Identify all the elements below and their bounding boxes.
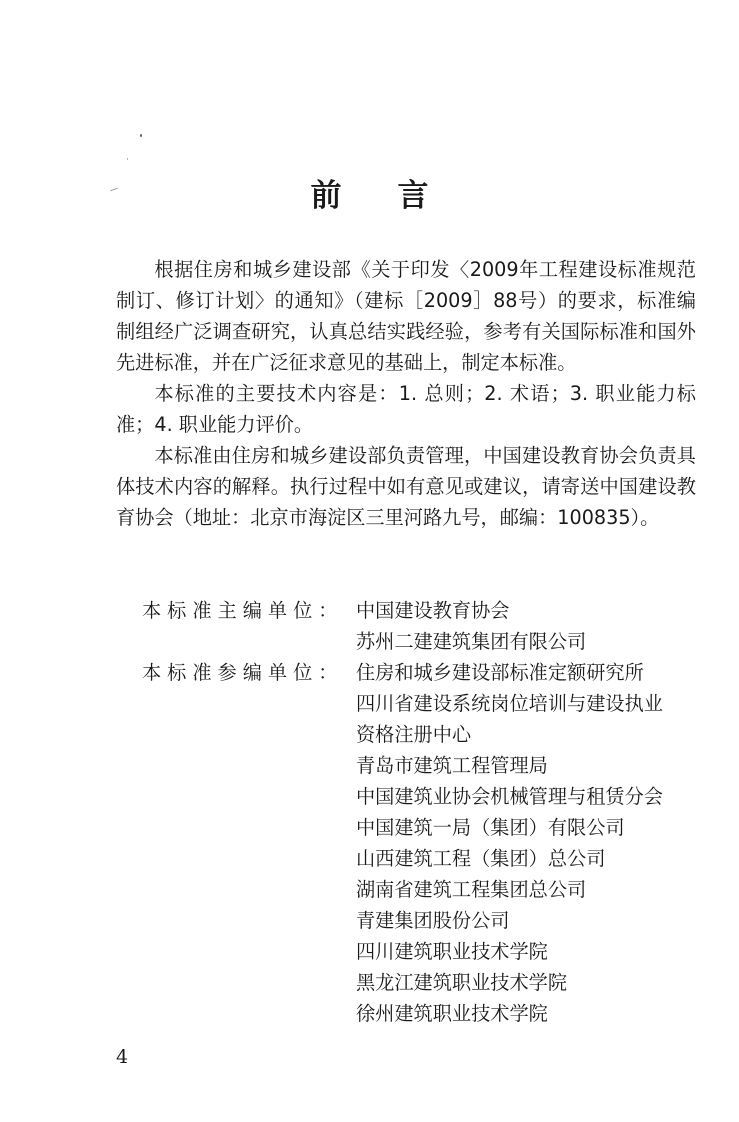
participating-unit: 山西建筑工程（集团）总公司 (356, 847, 606, 870)
participating-unit: 青岛市建筑工程管理局 (356, 754, 548, 777)
participating-editors-label: 本标准参编单位： (142, 661, 344, 684)
preface-body (116, 254, 696, 533)
editing-units (142, 595, 663, 1029)
participating-unit: 住房和城乡建设部标准定额研究所 (356, 661, 644, 684)
participating-editors-list (356, 657, 663, 1029)
chief-editor-unit: 中国建设教育协会 (356, 599, 510, 622)
participating-editors-section (142, 657, 663, 1029)
chief-editors-label: 本标准主编单位： (142, 599, 344, 622)
chief-editors-list (356, 595, 586, 657)
chief-editor-unit: 苏州二建建筑集团有限公司 (356, 630, 587, 653)
paragraph-content: 本标准的主要技术内容是：1. 总则；2. 术语；3. 职业能力标准；4. 职业能力评价。 (116, 382, 696, 436)
participating-unit: 湖南省建筑工程集团总公司 (356, 878, 587, 901)
participating-unit: 四川省建设系统岗位培训与建设执业 (356, 692, 663, 715)
scan-speck (127, 158, 128, 160)
paragraph-management: 本标准由住房和城乡建设部负责管理，中国建设教育协会负责具体技术内容的解释。执行过程中如有意见或建议，请寄送中国建设教育协会（地址：北京市海淀区三里河路九号，邮编：100835）。 (116, 444, 696, 529)
participating-unit: 中国建筑业协会机械管理与租赁分会 (356, 785, 663, 808)
participating-unit: 中国建筑一局（集团）有限公司 (356, 816, 625, 839)
scan-speck (140, 134, 142, 137)
page-number: 4 (116, 1046, 129, 1068)
page-title: 前言 (310, 178, 485, 214)
participating-unit: 资格注册中心 (356, 723, 472, 746)
participating-unit: 黑龙江建筑职业技术学院 (356, 971, 568, 994)
participating-unit: 徐州建筑职业技术学院 (356, 1002, 548, 1025)
participating-unit: 青建集团股份公司 (356, 909, 510, 932)
paragraph-basis: 根据住房和城乡建设部《关于印发〈2009年工程建设标准规范制订、修订计划〉的通知》（建标［2009］88号）的要求，标准编制组经广泛调查研究，认真总结实践经验，参考有关国际标准和国外先进标准，并在广泛征求意见的基础上，制定本标准。 (116, 258, 696, 374)
chief-editors-section (142, 595, 663, 657)
participating-unit: 四川建筑职业技术学院 (356, 940, 548, 963)
